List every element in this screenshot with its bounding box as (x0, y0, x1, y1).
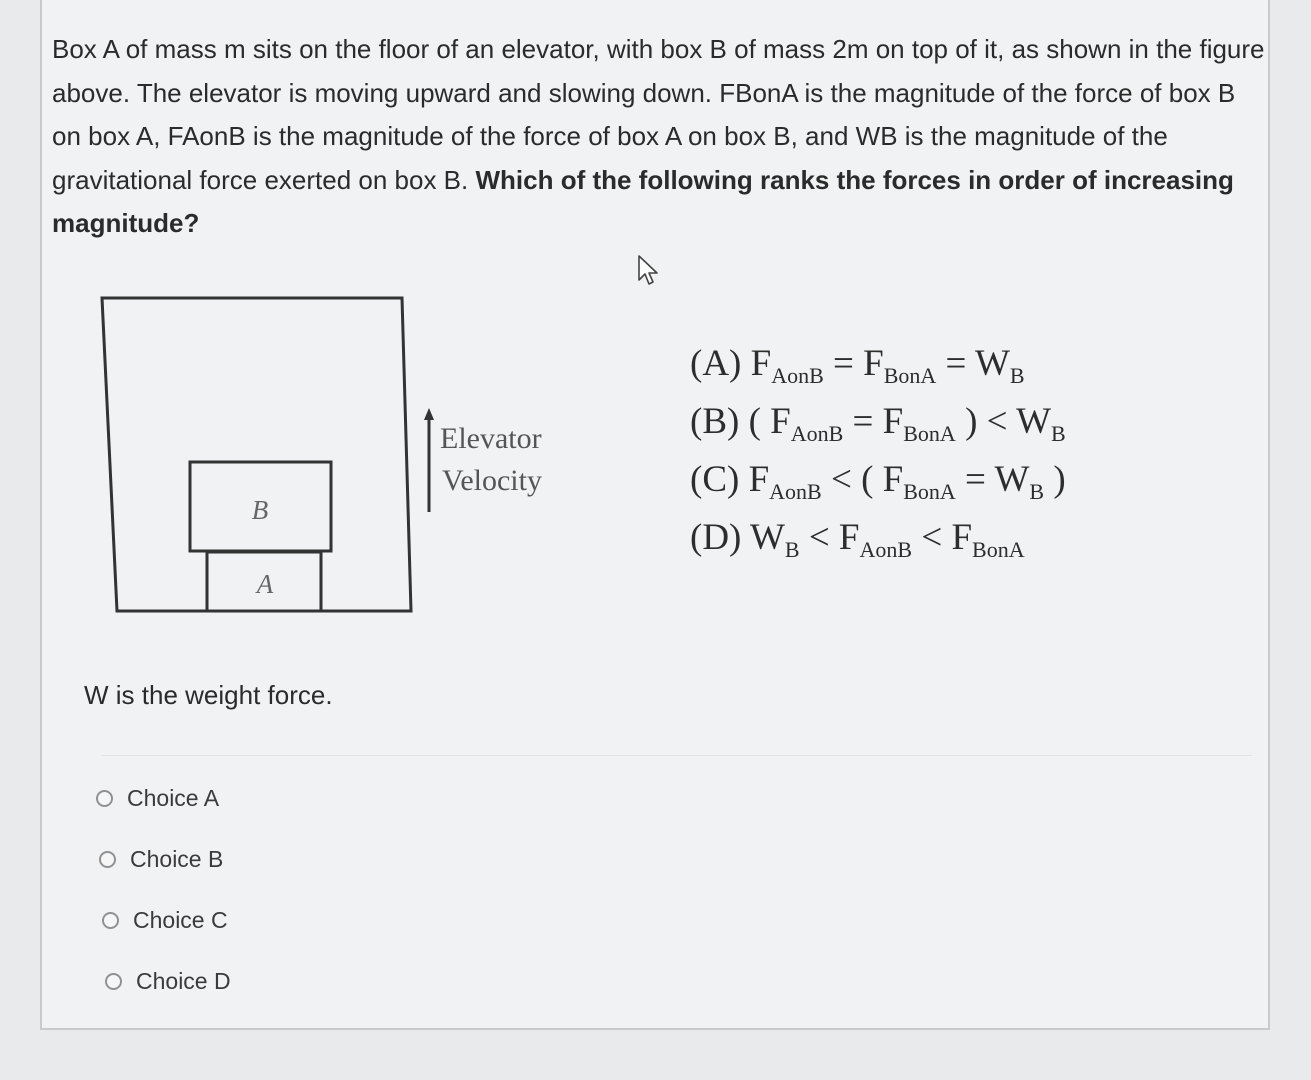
choice-b-label: Choice B (130, 846, 224, 872)
radio-button-d[interactable] (105, 973, 122, 990)
answer-option-b: (B) ( $F_{AonB} = F_{BonA}$ ) < $W_B$ (690, 401, 1066, 446)
elevator-figure (100, 290, 580, 620)
radio-button-b[interactable] (99, 851, 116, 868)
arrow-label-line2: Velocity (442, 464, 542, 497)
question-prompt: Which of the following ranks the forces in order of increasing magnitude? (52, 164, 1234, 238)
answer-option-a: (A) $F_{AonB} = F_{BonA} = W_B$ (690, 343, 1025, 388)
choice-list (96, 768, 231, 1012)
radio-button-a[interactable] (96, 790, 113, 807)
weight-note: W is the weight force. (84, 680, 333, 710)
question-card (40, 0, 1270, 1030)
answer-option-d: (D) $W_B < F_{AonB} < F_{BonA}$ (690, 517, 1025, 562)
choices-divider-top (102, 755, 1252, 756)
choice-c-label: Choice C (133, 907, 228, 933)
box-b-label: B (251, 495, 269, 525)
choice-a-label: Choice A (127, 785, 220, 811)
mouse-cursor-icon (636, 254, 660, 288)
answer-options (690, 342, 1066, 574)
choice-b[interactable] (99, 829, 231, 890)
arrow-label-line1: Elevator (440, 422, 542, 455)
box-a-label: A (256, 569, 274, 599)
elevator-outline (102, 298, 411, 611)
answer-option-c: (C) $F_{AonB}$ < ( $F_{BonA} = W_B$ ) (690, 459, 1066, 504)
choice-d-label: Choice D (136, 968, 231, 994)
choice-d[interactable] (105, 951, 231, 1012)
radio-button-c[interactable] (102, 912, 119, 929)
question-body: Box A of mass m sits on the floor of an elevator, with box B of mass 2m on top of it, as shown in the figure above. The elevator is moving upward and slowing down. FBonA is the magnitude of the force of box B on box A, FAonB is the magnitude of the force of box A on box B, and WB is the magnitude of the gravitational force exerted on box B. (52, 34, 1265, 195)
question-text (52, 28, 1267, 246)
choice-a[interactable] (96, 768, 231, 829)
choice-c[interactable] (102, 890, 231, 951)
velocity-arrow-head (424, 408, 434, 420)
